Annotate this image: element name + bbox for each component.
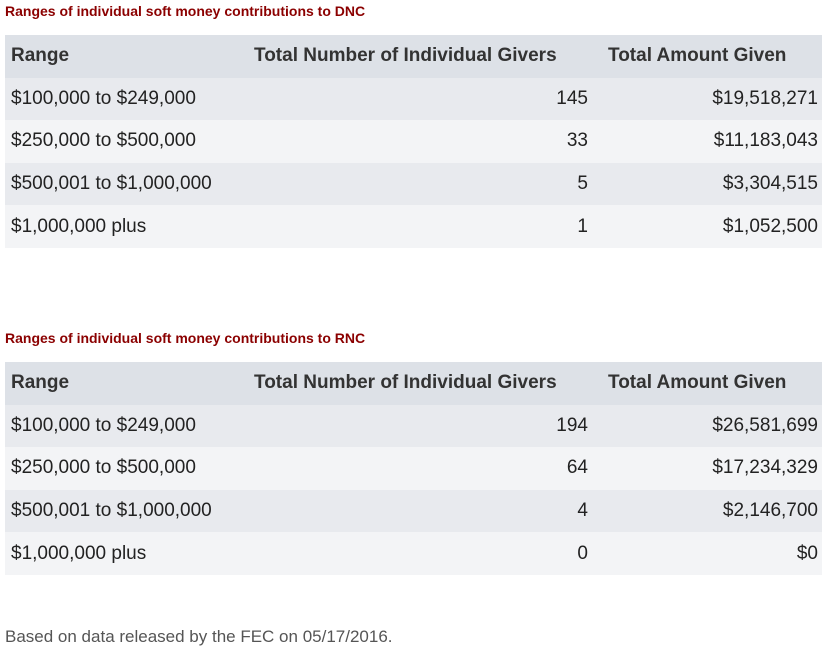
table-row xyxy=(5,205,822,248)
column-header-givers: Total Number of Individual Givers xyxy=(254,45,557,67)
range-cell: $100,000 to $249,000 xyxy=(11,87,196,109)
givers-cell: 4 xyxy=(577,500,588,522)
table-row xyxy=(5,532,822,575)
amount-cell: $3,304,515 xyxy=(722,173,818,195)
givers-cell: 0 xyxy=(577,542,588,564)
table-header-row xyxy=(5,362,822,405)
table-row xyxy=(5,447,822,490)
rnc-table-caption: Ranges of individual soft money contributions to RNC xyxy=(5,330,366,346)
source-footnote: Based on data released by the FEC on 05/17/2016. xyxy=(5,627,393,646)
amount-cell: $26,581,699 xyxy=(712,414,818,436)
table-row xyxy=(5,490,822,533)
table-header-row xyxy=(5,35,822,78)
range-cell: $100,000 to $249,000 xyxy=(11,414,196,436)
givers-cell: 5 xyxy=(577,173,588,195)
amount-cell: $17,234,329 xyxy=(712,457,818,479)
amount-cell: $0 xyxy=(796,542,818,564)
rnc-contributions-table xyxy=(5,362,822,575)
column-header-amount: Total Amount Given xyxy=(608,372,787,394)
givers-cell: 145 xyxy=(556,87,588,109)
range-cell: $500,001 to $1,000,000 xyxy=(11,500,212,522)
givers-cell: 33 xyxy=(566,130,588,152)
range-cell: $1,000,000 plus xyxy=(11,542,147,564)
column-header-amount: Total Amount Given xyxy=(608,45,787,67)
amount-cell: $19,518,271 xyxy=(712,87,818,109)
amount-cell: $2,146,700 xyxy=(722,500,818,522)
table-row xyxy=(5,78,822,121)
table-row xyxy=(5,405,822,448)
range-cell: $250,000 to $500,000 xyxy=(11,130,196,152)
column-header-range: Range xyxy=(11,372,70,394)
range-cell: $250,000 to $500,000 xyxy=(11,457,196,479)
table-row xyxy=(5,120,822,163)
column-header-givers: Total Number of Individual Givers xyxy=(254,372,557,394)
givers-cell: 194 xyxy=(556,414,588,436)
givers-cell: 64 xyxy=(566,457,588,479)
givers-cell: 1 xyxy=(577,215,588,237)
amount-cell: $1,052,500 xyxy=(722,215,818,237)
range-cell: $1,000,000 plus xyxy=(11,215,147,237)
column-header-range: Range xyxy=(11,45,70,67)
rnc-contributions-section xyxy=(5,327,818,575)
dnc-contributions-section xyxy=(5,0,818,248)
dnc-table-caption: Ranges of individual soft money contributions to DNC xyxy=(5,3,366,19)
dnc-contributions-table xyxy=(5,35,822,248)
table-row xyxy=(5,163,822,206)
amount-cell: $11,183,043 xyxy=(713,130,818,152)
range-cell: $500,001 to $1,000,000 xyxy=(11,173,212,195)
